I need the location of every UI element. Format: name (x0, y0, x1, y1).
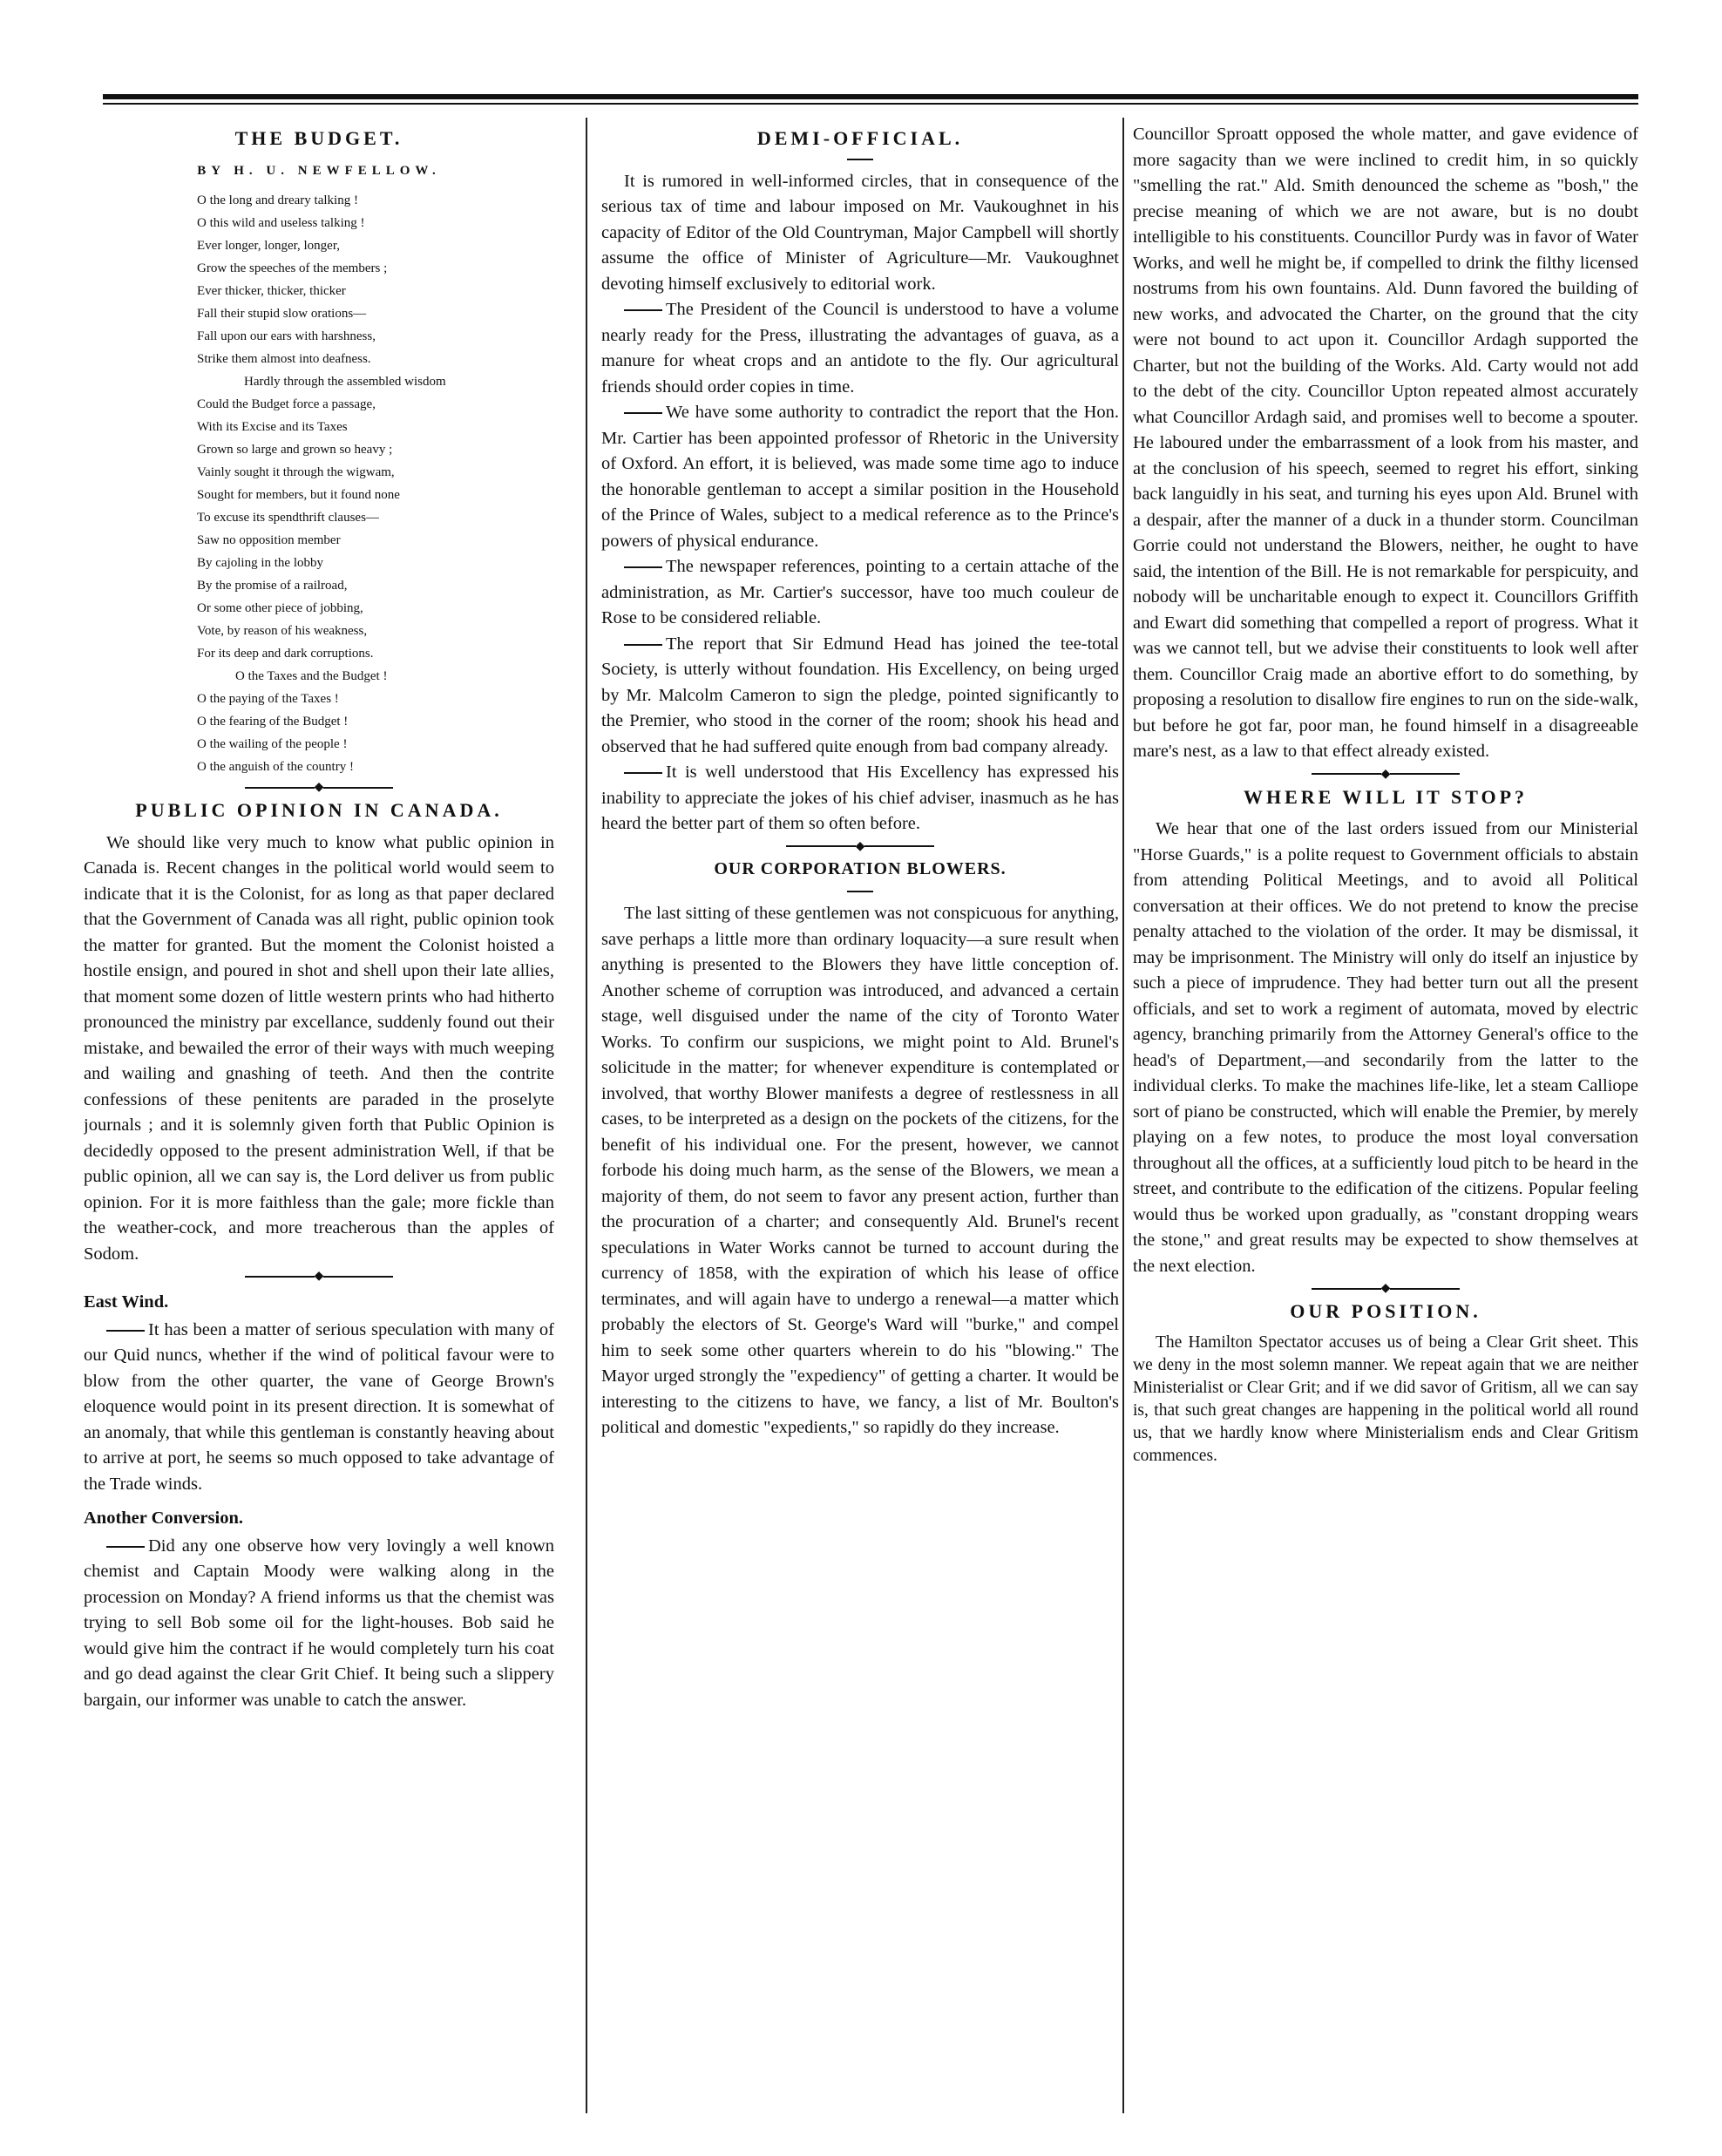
poem-line: Or some other piece of jobbing, (197, 601, 363, 615)
public-opinion-text: We should like very much to know what public opinion in Canada is. Recent changes in the political world would seem to indicate that it is the Colonist, for as long as that paper declared that the Government of Canada was all right, public opinion took the matter for granted. But the moment the Colonist hoisted a hostile ensign, and poured in shot and shell upon their late allies, that moment some dozen of little western prints who had hitherto pronounced the ministry par excellance, suddenly found out their mistake, and bewailed the error of their ways with much weeping and wailing and gnashing of teeth. And then the contrite confessions of these penitents are paraded in the proselyte journals ; and it is solemnly given forth that Public Opinion is decidedly opposed to the present administration Well, if that be public opinion, all we can say is, the Lord deliver us from public opinion. For it is more faithless than the gale; more fickle than the weather-cock, and more treacherous than the apples of Sodom. (84, 832, 554, 1264)
where-stop-text: We hear that one of the last orders issued from our Ministerial "Horse Guards," is a polite request to Government officials to abstain from attending Political Meetings, and to avoid all Political conversation at their offices. We do not pretend to know the precise penalty attached to the violation of the order. It may be dismissal, it may be imprisonment. The Ministry will only do itself an injustice by such a piece of imprudence. They had better turn out all the present officials, and set to work a regiment of automata, moved by electric agency, branching primarily from the Attorney General's office to the head's of Department,—and secondarily from the latter to the individual clerks. To make the machines life-like, let a steam Calliope sort of piano be constructed, which will enable the Premier, by merely playing on a few notes, to produce the most loyal conversation throughout all the offices, at a sufficiently loud pitch to be heard in the street, and contribute to the edification of the citizens. Popular feeling would thus be worked upon gradually, as "constant dropping wears the stone," and great results may be expected to show themselves at the next election. (1133, 819, 1638, 1276)
budget-title: THE BUDGET. (234, 127, 403, 149)
poem-line: O the Taxes and the Budget ! (235, 669, 388, 683)
our-position-title: OUR POSITION. (1290, 1300, 1481, 1322)
demi-official-p4: The newspaper references, pointing to a certain attache of the administration, as Mr. Cartier's successor, have too much couleur de Rose to be considered reliable. (601, 557, 1119, 627)
demi-official-p3: We have some authority to contradict the report that the Hon. Mr. Cartier has been appointed professor of Rhetoric in the University of Oxford. An effort, it is believed, was made some time ago to induce the honorable gentleman to accept a similar position in the Household of the Prince of Wales, subject to a medical reference as to the Prince's powers of physical endurance. (601, 403, 1119, 551)
east-wind-text: It has been a matter of serious speculation with many of our Quid nuncs, whether if the wind of political favour were to blow from the other quarter, the vane of George Brown's eloquence would point in its present direction. It is somewhat of an anomaly, that while this gentleman is constantly heaving about to arrive at port, he seems so much opposed to take advantage of the Trade winds. (84, 1319, 554, 1494)
poem-line: O this wild and useless talking ! (197, 216, 365, 230)
poem-line: Could the Budget force a passage, (197, 397, 376, 411)
column-1 (84, 122, 554, 2109)
poem-line: O the fearing of the Budget ! (197, 715, 349, 729)
demi-official-p1: It is rumored in well-informed circles, that in consequence of the serious tax of time and labour imposed on Mr. Vaukoughnet in his capacity of Editor of the Old Countryman, Major Campbell will shortly assume the office of Minister of Agriculture—Mr. Vaukoughnet devoting himself exclusively to editorial work. (601, 171, 1119, 294)
poem-line: Strike them almost into deafness. (197, 352, 371, 366)
column-divider (1122, 118, 1124, 2113)
poem-line: Grown so large and grown so heavy ; (197, 443, 393, 457)
poem-line: Hardly through the assembled wisdom (244, 375, 446, 389)
masthead-rule-thin (103, 103, 1638, 105)
blowers-text: The last sitting of these gentlemen was not conspicuous for anything, save perhaps a little more than ordinary loquacity—a sure result when anything is presented to the Blowers they have little conception of. Another scheme of corruption was introduced, and advanced a certain stage, well disguised under the name of the city of Toronto Water Works. To confirm our suspicions, we might point to Ald. Brunel's solicitude in the matter; for whenever expenditure is contemplated or involved, that worthy Blower manifests a degree of restlessness in all cases, to be interpreted as a design on the pockets of the citizens, for the benefit of his individual one. For the present, however, we cannot forbode his doing much harm, as the sense of the Blowers, we mean a majority of them, do not seem to favor any present action, further than the procuration of a charter; and consequently Ald. Brunel's recent speculations in Water Works cannot be turned to account during the currency of 1858, with the expiration of which his lease of office terminates, and will again have to undergo a renewal—a matter which probably the electors of St. George's Ward will "burke," and compel him to seek some other quarters wherein to do his "blowing." The Mayor urged strongly the "expediency" of getting a charter. It would be interesting to the citizens to have, we fancy, a list of Mr. Boulton's political and domestic "expedients," so rapidly do they increase. (601, 904, 1119, 1437)
poem-line: Grow the speeches of the members ; (197, 261, 388, 275)
poem-line: Vainly sought it through the wigwam, (197, 465, 395, 479)
column-3 (1133, 122, 1638, 2126)
poem-line: To excuse its spendthrift clauses— (197, 511, 379, 525)
masthead-rule (103, 94, 1638, 99)
blowers-title: OUR CORPORATION BLOWERS. (714, 858, 1007, 878)
budget-byline: BY H. U. NEWFELLOW. (197, 163, 441, 178)
column-divider (586, 118, 587, 2113)
poem-line: Sought for members, but it found none (197, 488, 400, 502)
our-position-text: The Hamilton Spectator accuses us of being a Clear Grit sheet. This we deny in the most solemn manner. We repeat again that we are neither Ministerialist or Clear Grit; and if we did savor of Gritism, all we can say is, that such great changes are happening in the political world all round us, that we hardly know where Ministerialism ends and Clear Gritism commences. (1133, 1332, 1638, 1465)
poem-line: Ever thicker, thicker, thicker (197, 284, 346, 298)
blowers-continued: Councillor Sproatt opposed the whole matter, and gave evidence of more sagacity than we were inclined to credit him, in so quickly "smelling the rat." Ald. Smith denounced the scheme as "bosh," the precise meaning of which we are not aware, but is no doubt intelligible to his constituents. Councillor Purdy was in favor of Water Works, and well he might be, if compelled to drink the filthy licensed nostrums from his own fountains. Ald. Dunn favored the building of new works, and advocated the Charter, on the ground that the city were not bound to act upon it. Councillor Ardagh supported the Charter, but not the building of the Works. Ald. Carty would not add to the debt of the city. Councillor Upton repeated almost accurately what Councillor Ardagh said, and promises well to become a spouter. He laboured under the embarrassment of a look from his master, and at the conclusion of his speech, seemed to regret his effort, sinking back languidly in his seat, and turning his eyes upon Ald. Brunel with a despair, after the manner of a duck in a thunder storm. Councilman Gorrie could not understand the Blowers, neither, he ought to have said, the intention of the Bill. He is not remarkable for perspicuity, and nobody will be uncharitable enough to expect it. Councillors Griffith and Ewart did something that compelled a report of progress. What it was we cannot tell, but we advise their constituents to look well after them. Councillor Craig made an abortive effort to do something, by proposing a resolution to disallow fire engines to run on the side-walk, but before he got far, poor man, he found himself in a disagreeable mare's nest, as a law to that effect already existed. (1133, 125, 1638, 761)
section-separator: ◆ (84, 783, 554, 792)
poem-line: For its deep and dark corruptions. (197, 647, 374, 661)
poem-line: By cajoling in the lobby (197, 556, 323, 570)
poem-line: Fall their stupid slow orations— (197, 307, 367, 321)
demi-official-p2: The President of the Council is understood to have a volume nearly ready for the Press, illustrating the advantages of guava, as a manure for wheat crops and an antidote to the fly. Our agricultural friends should order copies in time. (601, 300, 1119, 397)
section-separator: ◆ (1133, 770, 1638, 779)
section-separator: ◆ (601, 843, 1119, 851)
poem-line: O the long and dreary talking ! (197, 193, 358, 207)
title-rule (847, 891, 873, 892)
poem-line: By the promise of a railroad, (197, 579, 348, 593)
poem-line: Saw no opposition member (197, 533, 341, 547)
where-stop-title: WHERE WILL IT STOP? (1243, 785, 1529, 808)
section-separator: ◆ (1133, 1285, 1638, 1293)
conversion-text: Did any one observe how very lovingly a well known chemist and Captain Moody were walking along in the procession on Monday? A friend informs us that the chemist was trying to sell Bob some oil for the light-houses. Bob said he would give him the contract if he would completely turn his coat and go dead against the clear Grit Chief. It being such a slippery bargain, our informer was unable to catch the answer. (84, 1536, 554, 1710)
public-opinion-title: PUBLIC OPINION IN CANADA. (135, 799, 503, 821)
poem-line: O the paying of the Taxes ! (197, 692, 339, 706)
poem-line: Ever longer, longer, longer, (197, 239, 340, 253)
budget-poem (197, 189, 554, 778)
poem-line: O the anguish of the country ! (197, 760, 354, 774)
demi-official-p5: The report that Sir Edmund Head has joined the tee-total Society, is utterly without foundation. His Excellency, on being urged by Mr. Malcolm Cameron to sign the pledge, pointed significantly to the Premier, who stood in the corner of the room; shook his head and observed that he had suffered quite enough from bad company already. (601, 634, 1119, 756)
conversion-title: Another Conversion. (84, 1509, 243, 1528)
column-2 (601, 122, 1119, 2126)
poem-line: Fall upon our ears with harshness, (197, 329, 376, 343)
poem-line: Vote, by reason of his weakness, (197, 624, 368, 638)
demi-official-p6: It is well understood that His Excellency has expressed his inability to appreciate the jokes of his chief adviser, inasmuch as he has heard the better part of them so often before. (601, 763, 1119, 833)
title-rule (847, 159, 873, 160)
section-separator: ◆ (84, 1272, 554, 1281)
poem-line: With its Excise and its Taxes (197, 420, 348, 434)
poem-line: O the wailing of the people ! (197, 737, 348, 751)
east-wind-title: East Wind. (84, 1292, 169, 1312)
demi-official-title: DEMI-OFFICIAL. (756, 127, 964, 149)
